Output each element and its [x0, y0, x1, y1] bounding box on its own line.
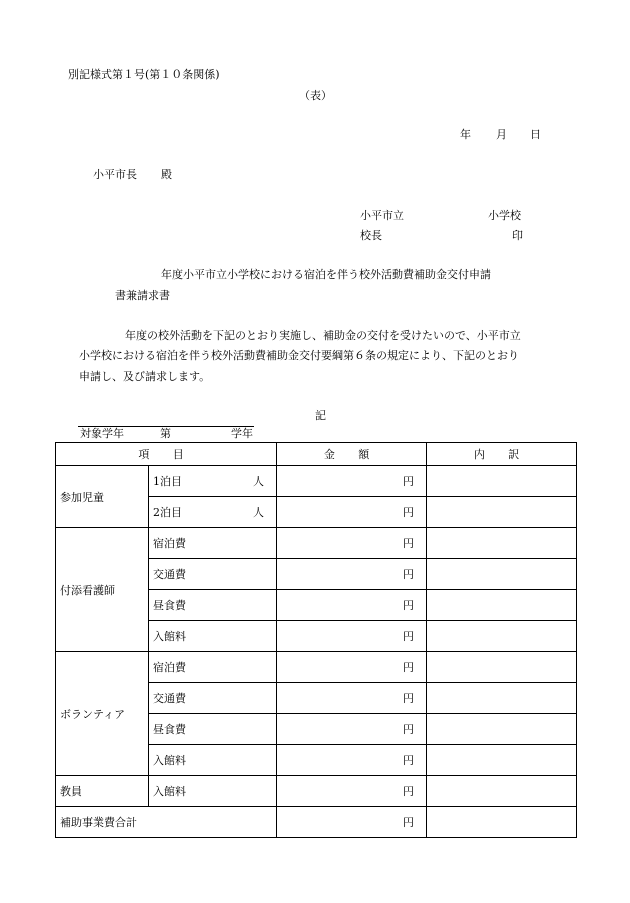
body-text-line1: 年度の校外活動を下記のとおり実施し、補助金の交付を受けたいので、小平市立 [125, 329, 521, 342]
breakdown-cell[interactable] [427, 559, 577, 590]
amount-cell[interactable]: 円 [277, 497, 427, 528]
school-prefix: 小平市立 [360, 209, 404, 222]
amount-cell[interactable]: 円 [277, 466, 427, 497]
document-title-line1: 年度小平市立小学校における宿泊を伴う校外活動費補助金交付申請 [161, 268, 491, 281]
amount-cell[interactable]: 円 [277, 590, 427, 621]
total-label: 補助事業費合計 [56, 807, 277, 838]
breakdown-cell[interactable] [427, 745, 577, 776]
table-row-total [56, 807, 577, 838]
target-grade-suffix: 学年 [231, 427, 253, 440]
header-amount: 金 額 [277, 443, 427, 466]
subsidy-table [55, 442, 577, 838]
amount-cell[interactable]: 円 [277, 559, 427, 590]
amount-cell[interactable]: 円 [277, 776, 427, 807]
amount-cell[interactable]: 円 [277, 745, 427, 776]
volunteer-admission-label: 入館料 [149, 745, 277, 776]
total-amount-cell[interactable]: 円 [277, 807, 427, 838]
principal-label: 校長 [360, 229, 382, 242]
date-day: 日 [530, 128, 541, 141]
breakdown-cell[interactable] [427, 683, 577, 714]
breakdown-cell[interactable] [427, 497, 577, 528]
table-header-row [56, 443, 577, 466]
volunteer-transport-label: 交通費 [149, 683, 277, 714]
children-night2-cell [149, 497, 277, 528]
side-label: （表） [299, 89, 332, 102]
amount-cell[interactable]: 円 [277, 652, 427, 683]
school-suffix: 小学校 [488, 209, 521, 222]
nurse-lodging-label: 宿泊費 [149, 528, 277, 559]
form-number: 別記様式第１号(第１０条関係) [68, 68, 220, 81]
breakdown-cell[interactable] [427, 652, 577, 683]
total-breakdown-cell[interactable] [427, 807, 577, 838]
amount-cell[interactable]: 円 [277, 621, 427, 652]
date-year: 年 [460, 128, 471, 141]
table-row [56, 466, 577, 497]
breakdown-cell[interactable] [427, 621, 577, 652]
nurse-lunch-label: 昼食費 [149, 590, 277, 621]
amount-cell[interactable]: 円 [277, 714, 427, 745]
volunteer-lodging-label: 宿泊費 [149, 652, 277, 683]
category-nurse: 付添看護師 [56, 528, 149, 652]
date-month: 月 [496, 128, 507, 141]
children-night1-cell [149, 466, 277, 497]
header-breakdown: 内 訳 [427, 443, 577, 466]
teacher-admission-label: 入館料 [149, 776, 277, 807]
nurse-transport-label: 交通費 [149, 559, 277, 590]
body-text-line2: 小学校における宿泊を伴う校外活動費補助金交付要綱第６条の規定により、下記のとおり [79, 349, 519, 362]
category-teacher: 教員 [56, 776, 149, 807]
body-text-line3: 申請し、及び請求します。 [79, 370, 211, 383]
table-row [56, 776, 577, 807]
amount-cell[interactable]: 円 [277, 528, 427, 559]
breakdown-cell[interactable] [427, 466, 577, 497]
breakdown-cell[interactable] [427, 714, 577, 745]
target-grade-underline [78, 426, 254, 427]
header-item: 項 目 [56, 443, 277, 466]
breakdown-cell[interactable] [427, 528, 577, 559]
ki-heading: 記 [315, 409, 326, 422]
children-night1-label: 1泊目 [153, 475, 182, 488]
recipient-name: 小平市長 [93, 168, 137, 181]
children-night1-unit: 人 [253, 475, 265, 488]
category-volunteer: ボランティア [56, 652, 149, 776]
target-grade-dai: 第 [160, 427, 171, 440]
table-row [56, 652, 577, 683]
nurse-admission-label: 入館料 [149, 621, 277, 652]
children-night2-unit: 人 [253, 506, 265, 519]
amount-cell[interactable]: 円 [277, 683, 427, 714]
document-title-line2: 書兼請求書 [115, 289, 170, 302]
children-night2-label: 2泊目 [153, 506, 182, 519]
breakdown-cell[interactable] [427, 776, 577, 807]
recipient-honorific: 殿 [161, 168, 172, 181]
target-grade-label: 対象学年 [80, 427, 124, 440]
seal-mark: 印 [512, 229, 523, 242]
volunteer-lunch-label: 昼食費 [149, 714, 277, 745]
category-children: 参加児童 [56, 466, 149, 528]
breakdown-cell[interactable] [427, 590, 577, 621]
table-row [56, 528, 577, 559]
